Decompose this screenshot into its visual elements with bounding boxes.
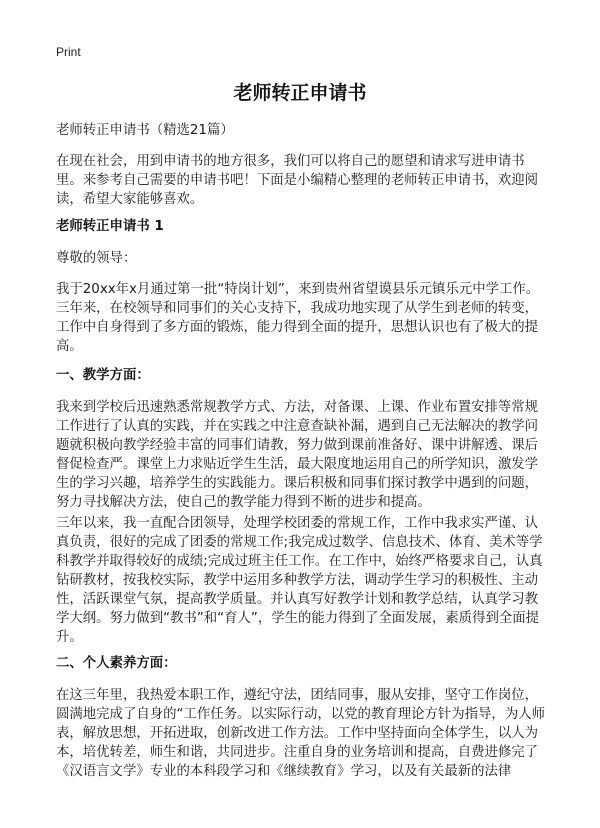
paragraph-1: 我于20xx年x月通过第一批“特岗计划”，来到贵州省望谟县乐元镇乐元中学工作。三年来，在校领导和同事们的关心支持下，我成功地实现了从学生到老师的转变，工作中自身得到了多方面的锻炼，能力得到全面的提升，思想认识也有了极大的提高。: [56, 282, 540, 354]
paragraph-3: 三年以来，我一直配合团领导，处理学校团委的常规工作，工作中我求实严谨、认真负责，很好的完成了团委的常规工作;我完成过数学、信息技术、体育、美术等学科教学并取得较好的成绩;完成过班主任工作。在工作中，始终严格要求自己，认真钻研教材，按我校实际，教学中运用多种教学方法，调动学生学习的积极性、主动性，活跃课堂气氛，提高教学质量。并认真写好教学计划和教学总结，认真学习教学大纲。努力做到“教书”和“育人”，学生的能力得到了全面发展，素质得到全面提升。: [56, 516, 543, 645]
print-link[interactable]: Print: [56, 45, 81, 59]
document-subtitle: 老师转正申请书（精选21篇）: [56, 123, 234, 138]
heading-personal: 二、个人素养方面：: [56, 656, 177, 671]
greeting: 尊敬的领导：: [56, 251, 137, 266]
paragraph-4: 在这三年里，我热爱本职工作，遵纪守法，团结同事，服从安排，坚守工作岗位，圆满地完成了自身的“工作任务。以实际行动，以党的教育理论方针为指导，为人师表，解放思想，开拓进取，创新改进工作方法。工作中坚持面向全体学生，以人为本，培优转差，师生和谐，共同进步。注重自身的业务培训和提高，自费进修完了《汉语言文学》专业的本科段学习和《继续教育》学习，以及有关最新的法律: [56, 688, 545, 779]
page-title: 老师转正申请书: [233, 82, 367, 104]
paragraph-2: 我来到学校后迅速熟悉常规教学方式、方法，对备课、上课、作业布置安排等常规工作进行了认真的实践，并在实践之中注意查缺补漏，遇到自己无法解决的教学问题就积极向教学经验丰富的同事们请教，努力做到课前准备好、课中讲解透、课后督促检查严。课堂上力求贴近学生生活，最大限度地运用自己的所学知识，激发学生的学习兴趣，培养学生的实践能力。课后积极和同事们探讨教学中遇到的问题，努力寻找解决方法，使自己的教学能力得到不断的进步和提高。: [56, 400, 539, 510]
section-heading: 老师转正申请书 1: [56, 219, 164, 234]
intro-paragraph: 在现在社会，用到申请书的地方很多，我们可以将自己的愿望和请求写进申请书里。来参考自己需要的申请书吧！下面是小编精心整理的老师转正申请书，欢迎阅读，希望大家能够喜欢。: [56, 154, 539, 207]
heading-teaching: 一、教学方面：: [56, 368, 150, 383]
